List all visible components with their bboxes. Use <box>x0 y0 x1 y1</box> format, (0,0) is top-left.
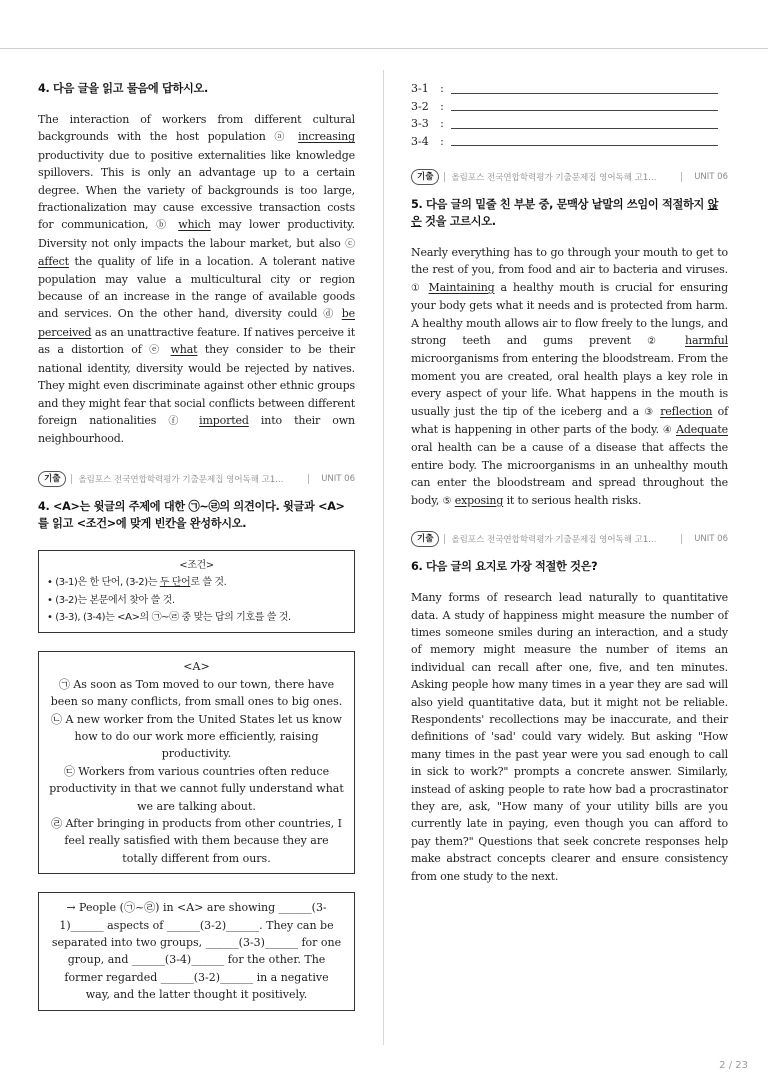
box-a <box>38 651 355 874</box>
marker-1: ① <box>411 282 423 294</box>
source-line <box>411 530 728 548</box>
marker-e: ⓔ <box>149 345 164 357</box>
summary-box <box>38 892 355 1010</box>
condition-item: • (3-1)은 한 단어, (3-2)는 두 단어로 쓸 것. <box>47 577 227 589</box>
column-divider <box>383 70 384 1045</box>
marker-f: ⓕ <box>168 415 187 427</box>
box-a-line: ㉠ As soon as Tom moved to our town, there have been so many conflicts, from small ones to big ones. <box>50 677 343 709</box>
source-unit: UNIT 06 <box>694 534 728 545</box>
question-6-heading: 6. 다음 글의 요지로 가장 적절한 것은? <box>411 560 598 574</box>
marker-3: ③ <box>644 406 655 418</box>
page-number: 2 / 23 <box>719 1060 748 1071</box>
underlined-increasing: increasing <box>298 130 355 144</box>
header-rule <box>0 48 768 49</box>
source-unit: UNIT 06 <box>694 172 728 182</box>
condition-item: • (3-3), (3-4)는 <A>의 ㉠~㉣ 중 맞는 답의 기호를 쓸 것. <box>47 611 291 623</box>
underlined-maintaining: Maintaining <box>428 280 495 294</box>
question-5-passage: Nearly everything has to go through your mouth to get to the rest of you, from food and air to bacteria and viruses. ① Maintaining a healthy mouth is crucial for ensuring your body gets what it needs and is protected from harm. A healthy mouth allows air to flow freely to the lungs, and strong teeth and gums prevent ② harmful microorganisms from entering the bloodstream. From the moment you are created, oral health plays a key role in every aspect of your life. What happens in the mouth is usually just the tip of the iceberg and a ③ reflection of what is happening in other parts of the body. ④ Adequate oral health can be a cause of a disease that affects the entire body. The microorganisms in an unhealthy mouth can enter the bloodstream and spread throughout the body, ⑤ exposing it to serious health risks. <box>411 246 728 507</box>
marker-4: ④ <box>662 425 673 437</box>
answer-blank-row[interactable]: 3-2 : <box>411 98 728 116</box>
source-title: 올림포스 전국연합학력평가 기출문제집 영어독해 고1... <box>451 535 657 546</box>
answer-blank-row[interactable]: 3-1 : <box>411 80 728 98</box>
left-column <box>38 80 355 1011</box>
question-4-heading: 4. 다음 글을 읽고 물음에 답하시오. <box>38 82 208 95</box>
marker-d: ⓓ <box>323 309 336 321</box>
source-line <box>38 470 355 488</box>
source-unit: UNIT 06 <box>321 473 355 484</box>
source-badge: 기출 <box>411 169 439 185</box>
source-title: 올림포스 전국연합학력평가 기출문제집 영어독해 고1... <box>78 474 284 485</box>
source-badge: 기출 <box>411 531 439 547</box>
marker-c: ⓒ <box>345 238 355 250</box>
right-column <box>411 80 728 885</box>
marker-b: ⓑ <box>156 220 171 232</box>
answer-blank-row[interactable]: 3-4 : <box>411 133 728 151</box>
underlined-be-perceived: be perceived <box>38 307 355 339</box>
underlined-affect: affect <box>38 255 69 269</box>
question-4b-heading: 4. <A>는 윗글의 주제에 대한 ㉠~㉣의 의견이다. 윗글과 <A>를 읽고 <조건>에 맞게 빈칸을 완성하시오. <box>38 499 345 530</box>
condition-item: • (3-2)는 본문에서 찾아 쓸 것. <box>47 594 175 606</box>
box-a-title: <A> <box>183 660 210 674</box>
marker-a: ⓐ <box>274 132 290 144</box>
question-6-passage: Many forms of research lead naturally to quantitative data. A study of happiness might measure the number of times someone smiles during an interaction, and a study of memory might measure the number of items an individual can recall after one, five, and ten minutes. Asking people how many times in a year they are sad will also yield quantitative data, but it might not be reliable. Respondents' recollections may be inaccurate, and their definitions of 'sad' could vary widely. But asking "How many times in the past year were you sad enough to call in sick to work?" prompts a concrete answer. Similarly, instead of asking people to rate how bad a procrastinator they are, ask, "How many of your utility bills are you currently late in paying, even though you can afford to pay them?" Questions that seek concrete responses help make abstract concepts clearer and ensure consistency from one study to the next. <box>411 591 728 883</box>
box-a-line: ㉢ Workers from various countries often reduce productivity in that we cannot fully understand what we are talking about. <box>49 764 344 813</box>
answer-blank-row[interactable]: 3-3 : <box>411 115 728 133</box>
underlined-reflection: reflection <box>660 404 713 418</box>
marker-5: ⑤ <box>442 495 452 507</box>
conditions-title: <조건> <box>179 559 214 571</box>
question-4-passage: The interaction of workers from different cultural backgrounds with the host population ⓐ increasing productivity due to positive externalities like knowledge spillovers. This is only an advantage up to a certain degree. When the variety of backgrounds is too large, fractionalization may cause excessive transaction costs for communication, ⓑ which may lower productivity. Diversity not only impacts the labour market, but also ⓒ affect the quality of life in a location. A tolerant native population may value a multicultural city or region because of an increase in the range of available goods and services. On the other hand, diversity could ⓓ be perceived as an unattractive feature. If natives perceive it as a distortion of ⓔ what they consider to be their national identity, diversity would be rejected by natives. They might even discriminate against other ethnic groups and they might fear that social conflicts between different foreign nationalities ⓕ imported into their own neighbourhood. <box>38 113 355 446</box>
box-a-line: ㉡ A new worker from the United States let us know how to do our work more efficiently, raising productivity. <box>51 712 342 761</box>
underlined-what: what <box>170 343 198 357</box>
box-a-line: ㉣ After bringing in products from other countries, I feel really satisfied with them because they are totally different from ours. <box>51 817 342 865</box>
underlined-adequate: Adequate <box>676 423 728 437</box>
conditions-box <box>38 550 355 634</box>
source-title: 올림포스 전국연합학력평가 기출문제집 영어독해 고1... <box>451 173 657 183</box>
source-badge: 기출 <box>38 471 66 487</box>
question-5-heading: 5. 다음 글의 밑줄 친 부분 중, 문맥상 낱말의 쓰임이 적절하지 않은 것을 고르시오. <box>411 198 719 228</box>
underlined-which: which <box>178 218 211 232</box>
summary-text: → People (㉠~㉣) in <A> are showing ______(3-1)______ aspects of ______(3-2)______. They can be separated into two groups, ______(3-3)______ for one group, and ______(3-4)______ for the other. The former regarded ______(3-2)______ in a negative way, and the latter thought it positively. <box>51 901 342 1002</box>
marker-2: ② <box>647 336 669 348</box>
answer-blanks <box>411 80 728 150</box>
source-line <box>411 168 728 186</box>
underlined-harmful: harmful <box>685 334 728 348</box>
underlined-exposing: exposing <box>454 493 504 507</box>
underlined-imported: imported <box>199 413 249 427</box>
